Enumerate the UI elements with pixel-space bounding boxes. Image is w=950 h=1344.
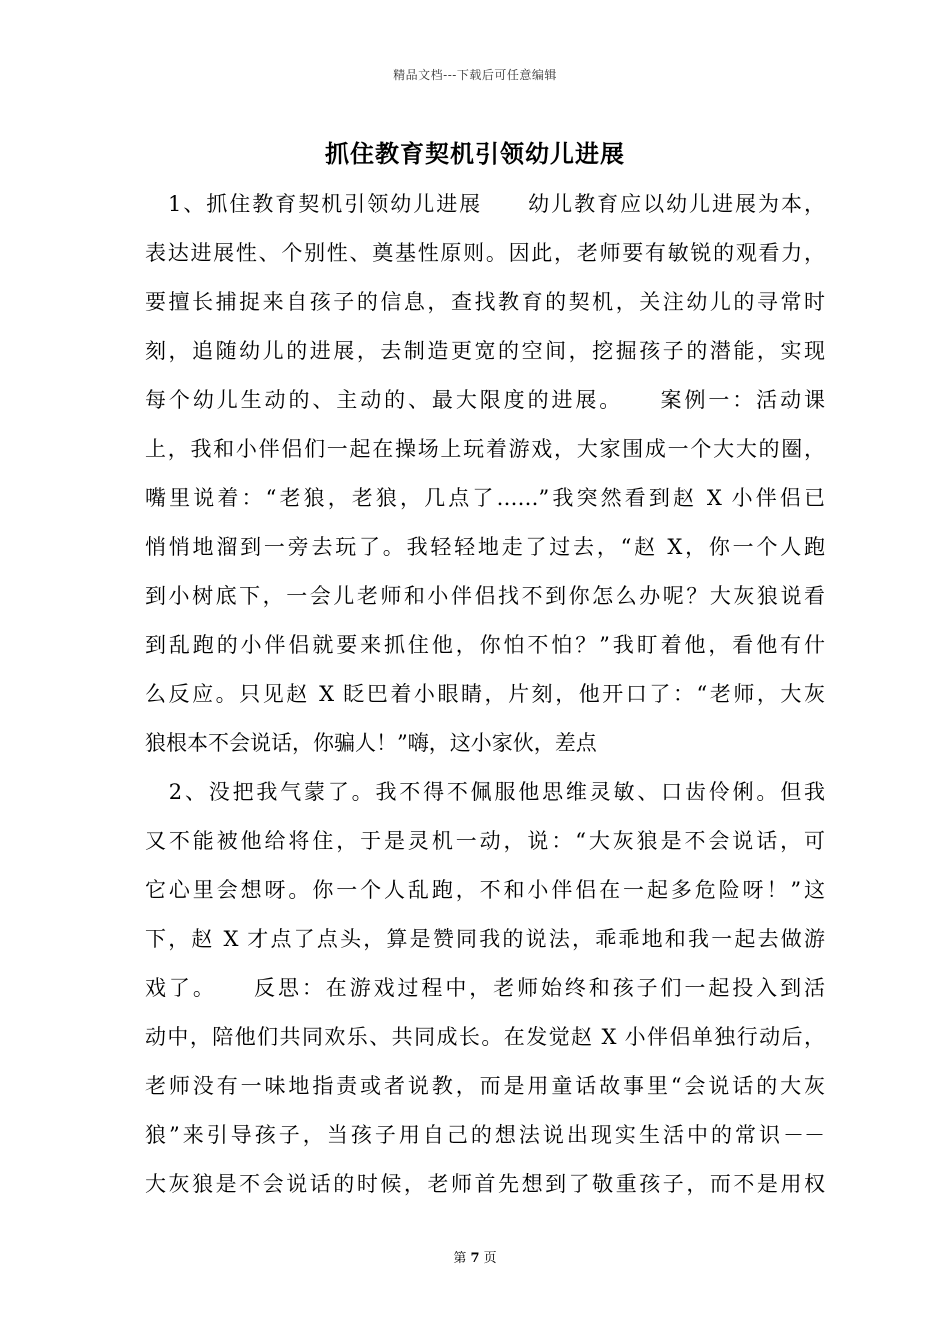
page-number: 7 bbox=[470, 1251, 480, 1266]
document-body bbox=[145, 180, 825, 1209]
body-line: 2、没把我气蒙了。我不得不佩服他思维灵敏、口齿伶俐。但我 bbox=[145, 780, 825, 804]
body-line: 戏了。 反思：在游戏过程中，老师始终和孩子们一起投入到活 bbox=[145, 976, 825, 1000]
body-line: 狼”来引导孩子，当孩子用自己的想法说出现实生活中的常识－－ bbox=[145, 1123, 825, 1147]
body-line: 到小树底下，一会儿老师和小伴侣找不到你怎么办呢？大灰狼说看 bbox=[145, 584, 825, 608]
body-line: 老师没有一味地指责或者说教，而是用童话故事里“会说话的大灰 bbox=[145, 1074, 825, 1098]
page-number-suffix: 页 bbox=[483, 1251, 497, 1266]
body-line: 每个幼儿生动的、主动的、最大限度的进展。 案例一：活动课 bbox=[145, 388, 825, 412]
body-line: 嘴里说着：“老狼，老狼，几点了……”我突然看到赵 X 小伴侣已 bbox=[145, 486, 825, 510]
body-line: 又不能被他给将住，于是灵机一动，说：“大灰狼是不会说话，可 bbox=[145, 829, 825, 853]
body-line: 1、抓住教育契机引领幼儿进展 幼儿教育应以幼儿进展为本， bbox=[145, 192, 825, 216]
body-line: 下，赵 X 才点了点头，算是赞同我的说法，乖乖地和我一起去做游 bbox=[145, 927, 825, 951]
body-line: 动中，陪他们共同欢乐、共同成长。在发觉赵 X 小伴侣单独行动后， bbox=[145, 1025, 825, 1049]
page-footer bbox=[0, 1247, 950, 1266]
page-header: 精品文档---下载后可任意编辑 bbox=[393, 68, 557, 82]
body-line: 大灰狼是不会说话的时候，老师首先想到了敬重孩子，而不是用权 bbox=[145, 1172, 825, 1196]
body-line: 要擅长捕捉来自孩子的信息，查找教育的契机，关注幼儿的寻常时 bbox=[145, 290, 825, 314]
document-title: 抓住教育契机引领幼儿进展 bbox=[325, 139, 625, 168]
body-line: 狼根本不会说话，你骗人！”嗨，这小家伙，差点 bbox=[145, 731, 597, 755]
body-line: 表达进展性、个别性、奠基性原则。因此，老师要有敏锐的观看力， bbox=[145, 241, 825, 265]
body-line: 上，我和小伴侣们一起在操场上玩着游戏，大家围成一个大大的圈， bbox=[145, 437, 825, 461]
body-line: 到乱跑的小伴侣就要来抓住他，你怕不怕？”我盯着他，看他有什 bbox=[145, 633, 825, 657]
body-line: 悄悄地溜到一旁去玩了。我轻轻地走了过去，“赵 X，你一个人跑 bbox=[145, 535, 825, 559]
body-line: 么反应。只见赵 X 眨巴着小眼睛，片刻，他开口了：“老师，大灰 bbox=[145, 682, 825, 706]
page-number-prefix: 第 bbox=[453, 1251, 467, 1266]
body-line: 刻，追随幼儿的进展，去制造更宽的空间，挖掘孩子的潜能，实现 bbox=[145, 339, 825, 363]
body-line: 它心里会想呀。你一个人乱跑，不和小伴侣在一起多危险呀！”这 bbox=[145, 878, 825, 902]
